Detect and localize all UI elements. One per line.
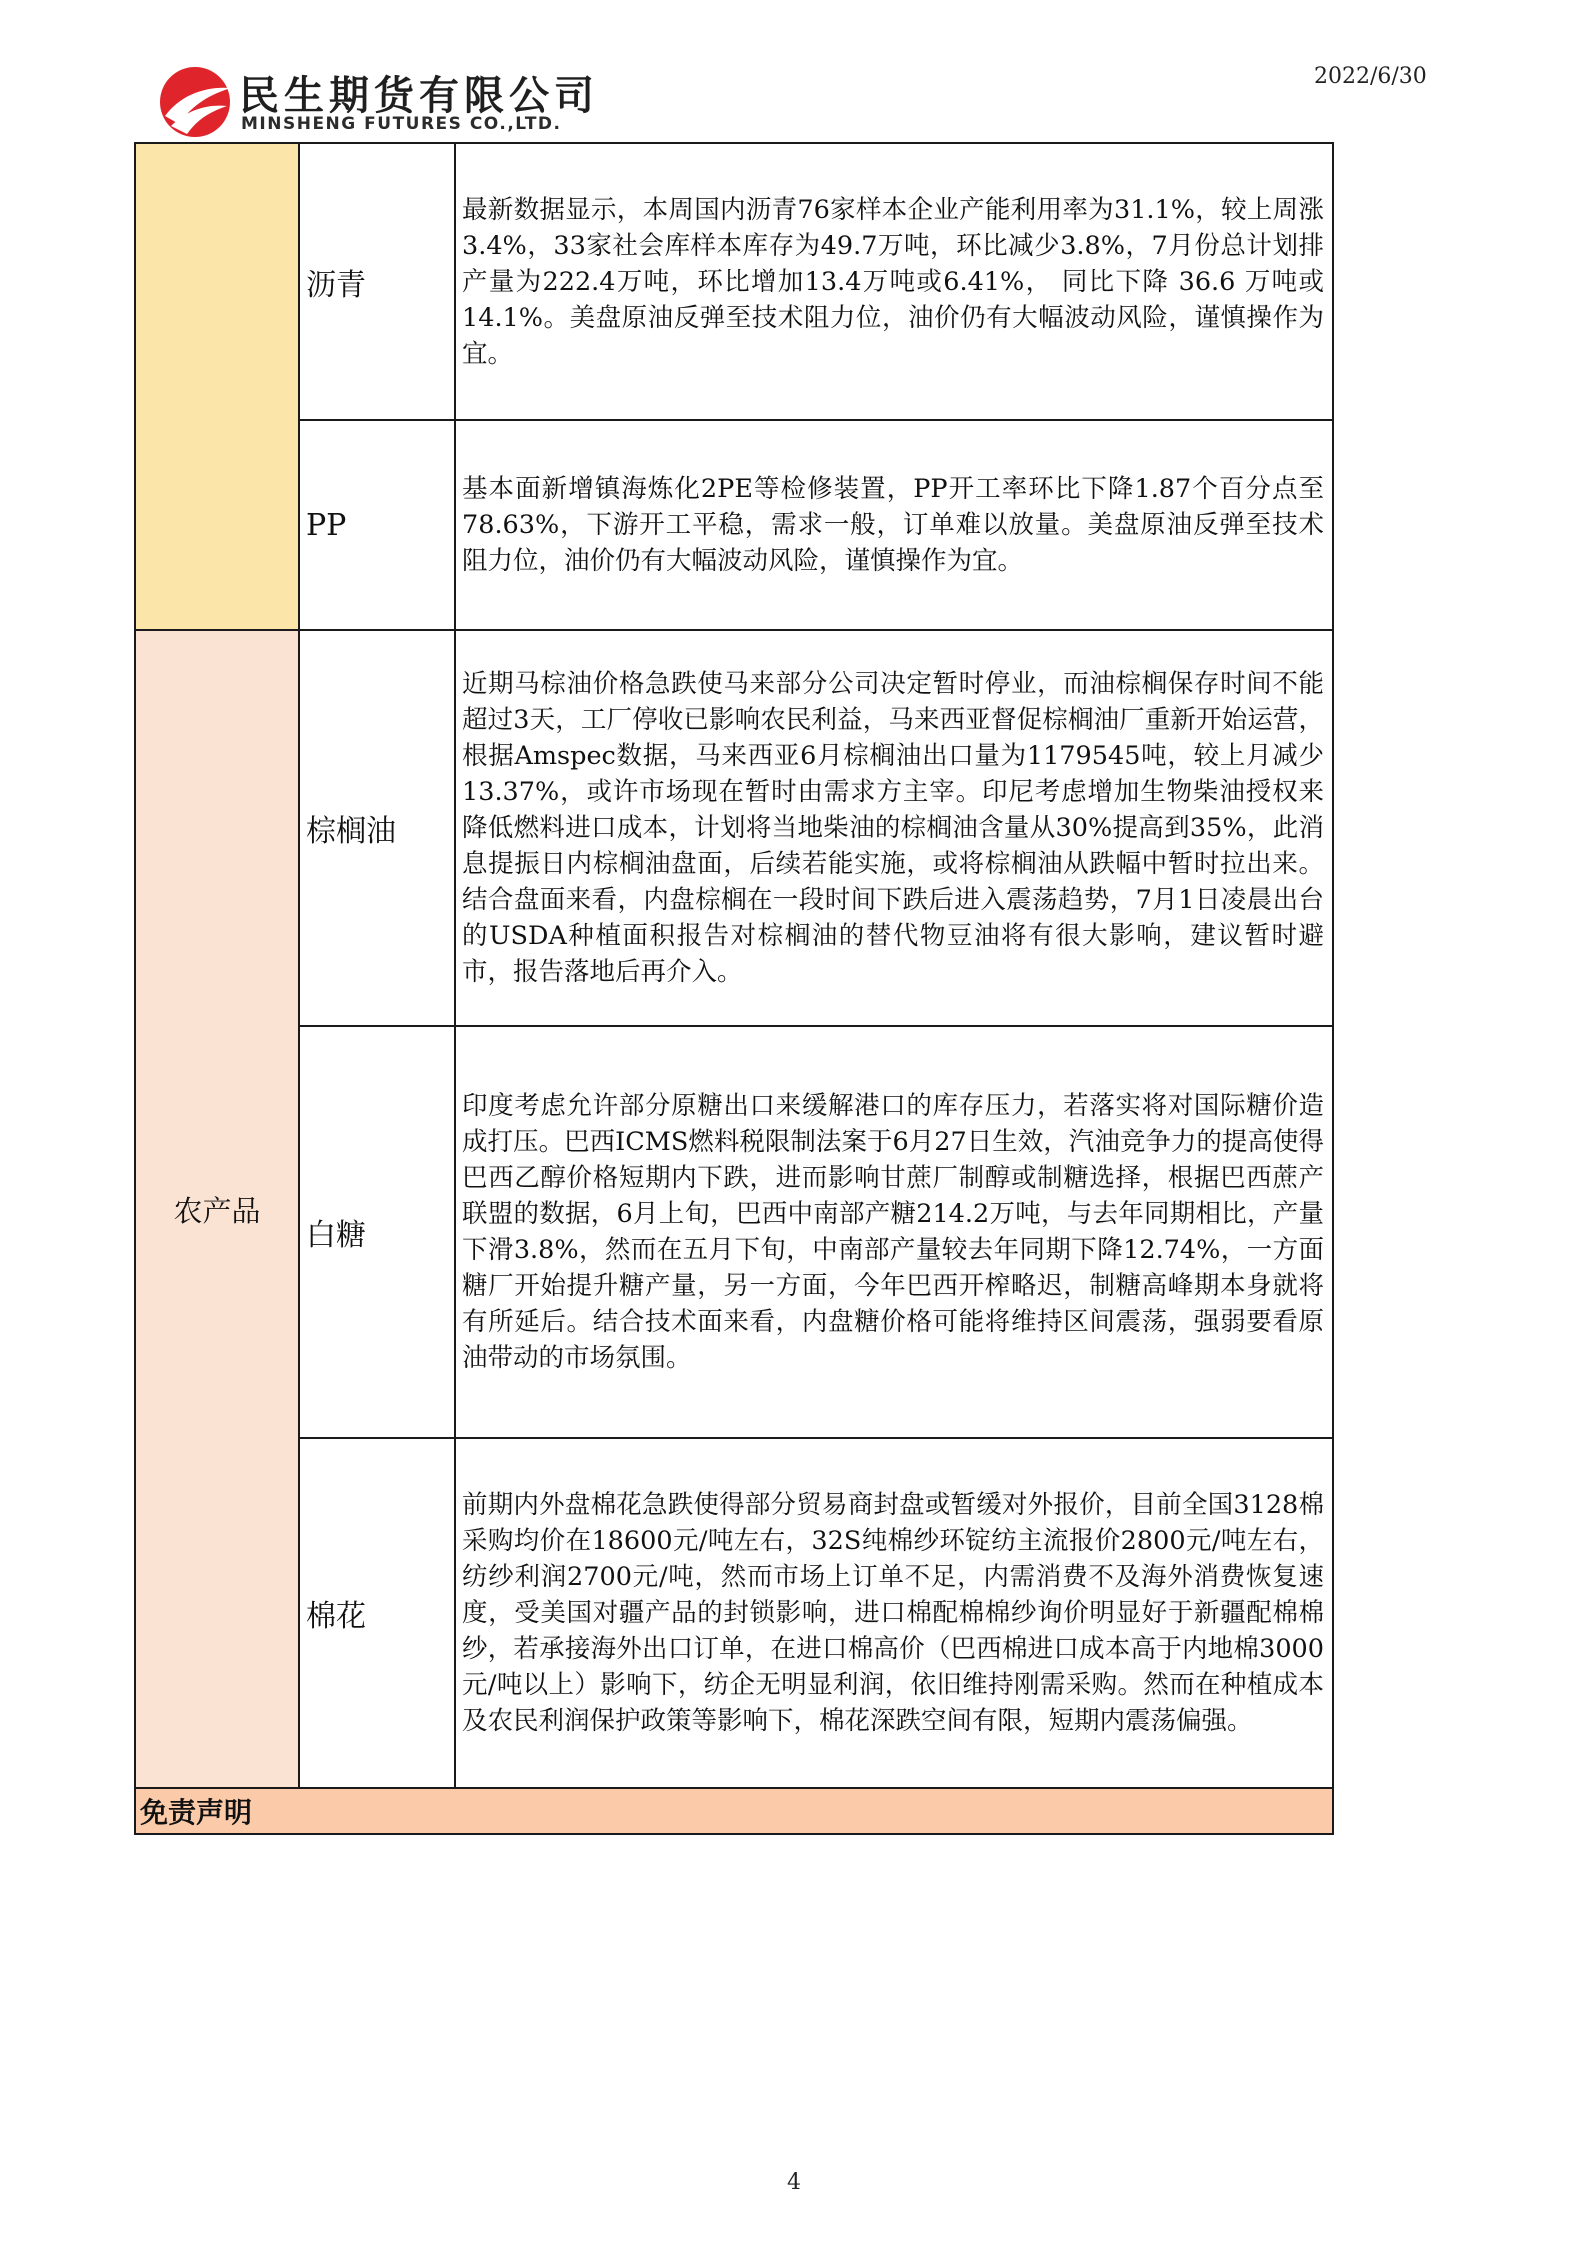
analysis-text: 前期内外盘棉花急跌使得部分贸易商封盘或暂缓对外报价，目前全国3128棉采购均价在18600元/吨左右，32S纯棉纱环锭纺主流报价2800元/吨左右，纺纱利润2700元/吨，然而市场上订单不足，内需消费不及海外消费恢复速度，受美国对疆产品的封锁影响，进口棉配棉棉纱询价明显好于新疆配棉棉纱，若承接海外出口订单，在进口棉高价（巴西棉进口成本高于内地棉3000元/吨以上）影响下，纺企无明显利润，依旧维持刚需采购。然而在种植成本及农民利润保护政策等影响下，棉花深跌空间有限，短期内震荡偏强。 (455, 1438, 1333, 1788)
company-logo (155, 62, 599, 142)
commodity-analysis-table (134, 142, 1334, 1835)
company-name-cn: 民生期货有限公司 (239, 73, 599, 119)
table-row (135, 1026, 1333, 1438)
product-name: 棉花 (299, 1438, 455, 1788)
report-date: 2022/6/30 (1314, 64, 1427, 89)
analysis-text: 最新数据显示，本周国内沥青76家样本企业产能利用率为31.1%，较上周涨3.4%，33家社会库样本库存为49.7万吨，环比减少3.8%，7月份总计划排产量为222.4万吨，环比增加13.4万吨或6.41%， 同比下降 36.6 万吨或 14.1%。美盘原油反弹至技术阻力位，油价仍有大幅波动风险，谨慎操作为宜。 (455, 143, 1333, 420)
table-row (135, 143, 1333, 420)
company-name-en: MINSHENG FUTURES CO.,LTD. (241, 114, 562, 134)
product-name: 沥青 (299, 143, 455, 420)
category-cell-energy (135, 143, 299, 630)
table-row (135, 420, 1333, 630)
table-row (135, 630, 1333, 1026)
analysis-text: 近期马棕油价格急跌使马来部分公司决定暂时停业，而油棕榈保存时间不能超过3天，工厂停收已影响农民利益，马来西亚督促棕榈油厂重新开始运营，根据Amspec数据，马来西亚6月棕榈油出口量为1179545吨，较上月减少13.37%，或许市场现在暂时由需求方主宰。印尼考虑增加生物柴油授权来降低燃料进口成本，计划将当地柴油的棕榈油含量从30%提高到35%，此消息提振日内棕榈油盘面，后续若能实施，或将棕榈油从跌幅中暂时拉出来。结合盘面来看，内盘棕榈在一段时间下跌后进入震荡趋势，7月1日凌晨出台的USDA种植面积报告对棕榈油的替代物豆油将有很大影响，建议暂时避市，报告落地后再介入。 (455, 630, 1333, 1026)
analysis-text: 基本面新增镇海炼化2PE等检修装置，PP开工率环比下降1.87个百分点至78.63%，下游开工平稳，需求一般，订单难以放量。美盘原油反弹至技术阻力位，油价仍有大幅波动风险，谨慎操作为宜。 (455, 420, 1333, 630)
product-name: 棕榈油 (299, 630, 455, 1026)
page-number: 4 (787, 2170, 801, 2195)
category-cell-agri: 农产品 (135, 630, 299, 1788)
disclaimer-heading: 免责声明 (135, 1788, 1333, 1834)
minsheng-logo-icon (155, 64, 235, 140)
table-row (135, 1438, 1333, 1788)
product-name: PP (299, 420, 455, 630)
analysis-text: 印度考虑允许部分原糖出口来缓解港口的库存压力，若落实将对国际糖价造成打压。巴西ICMS燃料税限制法案于6月27日生效，汽油竞争力的提高使得巴西乙醇价格短期内下跌，进而影响甘蔗厂制醇或制糖选择，根据巴西蔗产联盟的数据，6月上旬，巴西中南部产糖214.2万吨，与去年同期相比，产量下滑3.8%，然而在五月下旬，中南部产量较去年同期下降12.74%，一方面糖厂开始提升糖产量，另一方面，今年巴西开榨略迟，制糖高峰期本身就将有所延后。结合技术面来看，内盘糖价格可能将维持区间震荡，强弱要看原油带动的市场氛围。 (455, 1026, 1333, 1438)
product-name: 白糖 (299, 1026, 455, 1438)
disclaimer-row (135, 1788, 1333, 1834)
